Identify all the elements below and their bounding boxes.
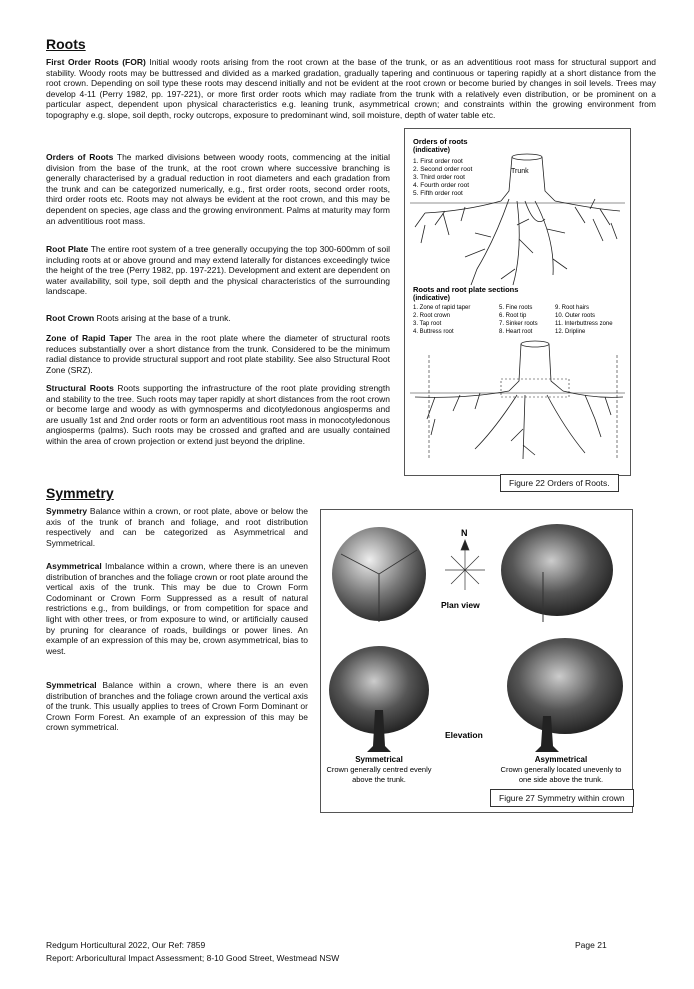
footer-report: Report: Arboricultural Impact Assessment; 8-10 Good Street, Westmead NSW [46,953,340,963]
orders-title: Orders of roots [413,137,468,146]
orders-of-roots-paragraph [46,152,390,226]
figure-27-caption: Figure 27 Symmetry within crown [490,789,634,807]
sections-item-3: 3. Tap root [413,321,442,327]
orders-of-roots-text: The marked divisions between woody roots, commencing at the initial division from the base of the trunk, at the root crown where successive branching is generally characterised by a gradual reduction in root diameters and each gradation from the trunk and can be categorized numerically, e.g., first order roots, second order roots, third order roots etc. Roots may not always be evident at the root crown, and this may be dependent on species, age class and the growing environment. Palms at maturity may form an adventitious root mass. [46,152,390,226]
zone-of-rapid-taper-term: Zone of Rapid Taper [46,333,132,343]
sections-item-5: 5. Fine roots [499,305,533,311]
root-plate-term: Root Plate [46,244,89,254]
structural-roots-paragraph [46,383,390,447]
zone-of-rapid-taper-text: The area in the root plate where the diameter of structural roots reduces substantially over a short distance from the trunk. Considered to be the minimum radial distance to provide structural support and root plate stability. See also Structural Root Zone (SRZ). [46,333,390,375]
orders-item-2: 2. Second order root [413,166,473,173]
root-crown-paragraph [46,313,390,324]
first-order-roots-term: First Order Roots (FOR) [46,57,146,67]
sections-item-7: 7. Sinker roots [499,321,538,327]
figure-22-diagram [405,129,630,475]
symmetrical-paragraph [46,680,308,733]
asymmetrical-elevation-tree-icon [507,638,623,752]
sections-item-6: 6. Root tip [499,313,527,319]
root-plate-paragraph [46,244,390,297]
asymmetrical-desc-line-2: one side above the trunk. [518,775,604,784]
north-compass-icon [445,540,485,590]
symmetrical-elevation-tree-icon [329,646,429,752]
figure-22-orders-of-roots [404,128,631,476]
symmetrical-desc-line-2: above the trunk. [352,775,406,784]
figure-22-caption: Figure 22 Orders of Roots. [500,474,619,492]
symmetry-text: Balance within a crown, or root plate, above or below the axis of the trunk of branch and foliage, and root distribution respectively and can be categorized as Asymmetrical and Symmetrical. [46,506,308,548]
figure-27-symmetry-within-crown [320,509,633,813]
orders-item-4: 4. Fourth order root [413,182,469,189]
asymmetrical-desc-line-1: Crown generally located unevenly to [500,765,622,774]
sections-item-11: 11. Interbuttress zone [555,321,613,327]
root-crown-text: Roots arising at the base of a trunk. [96,313,231,323]
orders-of-roots-term: Orders of Roots [46,152,114,162]
sections-item-8: 8. Heart root [499,329,533,335]
symmetrical-title: Symmetrical [355,755,403,764]
sections-title: Roots and root plate sections [413,285,519,294]
asymmetrical-paragraph [46,561,308,656]
sections-item-10: 10. Outer roots [555,313,596,319]
root-crown-term: Root Crown [46,313,95,323]
sections-item-4: 4. Buttress root [413,329,454,335]
north-label: N [461,528,468,538]
sections-item-9: 9. Root hairs [555,305,590,311]
asymmetrical-text: Imbalance within a crown, where there is an uneven distribution of branches and the foliage crown or root plate around the vertical axis of the trunk. This may be due to Crown Form Codominant or Crown Form Suppressed as a result of natural restrictions e.g., from buildings, or from competition for space and light with other trees, or from exposure to wind, or artificially caused by pruning for clearance of roads, buildings or power lines. An example of an expression of this may be, crown asymmetrical, bias to west. [46,561,308,656]
orders-subtitle: (indicative) [413,147,450,154]
footer-company: Redgum Horticultural 2022, Our Ref: 7859 [46,940,206,950]
symmetrical-term: Symmetrical [46,680,97,690]
orders-item-1: 1. First order root [413,158,463,165]
symmetrical-text: Balance within a crown, where there is an even distribution of branches and the foliage crown around the vertical axis of the trunk. This usually applies to trees of Crown Form Dominant or Crown Form Forest. An example of an expression of this may be crown symmetrical. [46,680,308,733]
symmetrical-desc-line-1: Crown generally centred evenly [326,765,432,774]
orders-item-3: 3. Third order root [413,174,465,181]
elevation-label: Elevation [445,730,483,740]
symmetrical-plan-tree-icon [332,527,426,622]
first-order-roots-paragraph [46,57,656,121]
symmetry-heading: Symmetry [46,485,114,501]
figure-27-diagram [321,510,632,812]
zone-of-rapid-taper-paragraph [46,333,390,375]
asymmetrical-term: Asymmetrical [46,561,102,571]
roots-heading: Roots [46,36,86,52]
trunk-label: Trunk [511,168,529,175]
structural-roots-term: Structural Roots [46,383,114,393]
sections-subtitle: (indicative) [413,295,450,302]
symmetry-term: Symmetry [46,506,88,516]
symmetry-paragraph [46,506,308,548]
sections-item-2: 2. Root crown [413,313,451,319]
first-order-roots-text: Initial woody roots arising from the root crown at the base of the trunk, or as an adventitious root mass for structural support and stability. Woody roots may be buttressed and divided as a marked gradation, gradually tapering and continuous or tapering rapidly at a short distance from the root crown. Depending on soil type these roots may descend initially and not be evident at the root crown or become buried by changes in soil levels. Trees may develop 4-11 (Perry 1982, pp. 197-221), or more first order roots which may radiate from the trunk with a relatively even distribution, or be prominent on a particular aspect, dependent upon physical characteristics e.g. leaning trunk, asymmetrical crown; and constraints within the growing environment from topography e.g. slope, soil depth, rocky outcrops, exposure to predominant wind, soil moisture, depth of water table etc. [46,57,656,120]
sections-item-1: 1. Zone of rapid taper [413,305,471,311]
sections-item-12: 12. Dripline [555,329,586,335]
footer-page-number: Page 21 [575,940,607,950]
plan-view-label: Plan view [441,600,480,610]
orders-item-5: 5. Fifth order root [413,190,463,197]
structural-roots-text: Roots supporting the infrastructure of the root plate providing strength and stability to the tree. Such roots may taper rapidly at short distances from the root crown or become large and woody as with gymnosperms and dicotyledonous angiosperms and are usually 1st and 2nd order roots or form an adventitious root mass in monocotyledonous angiosperms (palms). Such roots may be crossed and grafted and are usually contained within the area of crown projection or extend just beyond the dripline. [46,383,390,446]
asymmetrical-title: Asymmetrical [534,755,588,764]
asymmetrical-plan-tree-icon [501,524,613,622]
root-plate-sections-illustration [410,341,625,459]
root-plate-text: The entire root system of a tree generally occupying the top 300-600mm of soil including roots at or above ground and may extend laterally for distances exceedingly twice the height of the tree (Perry 1982, pp. 197-221). Development and extent are dependent on water availability, soil type, soil depth and the physical characteristics of the surrounding landscape. [46,244,390,297]
